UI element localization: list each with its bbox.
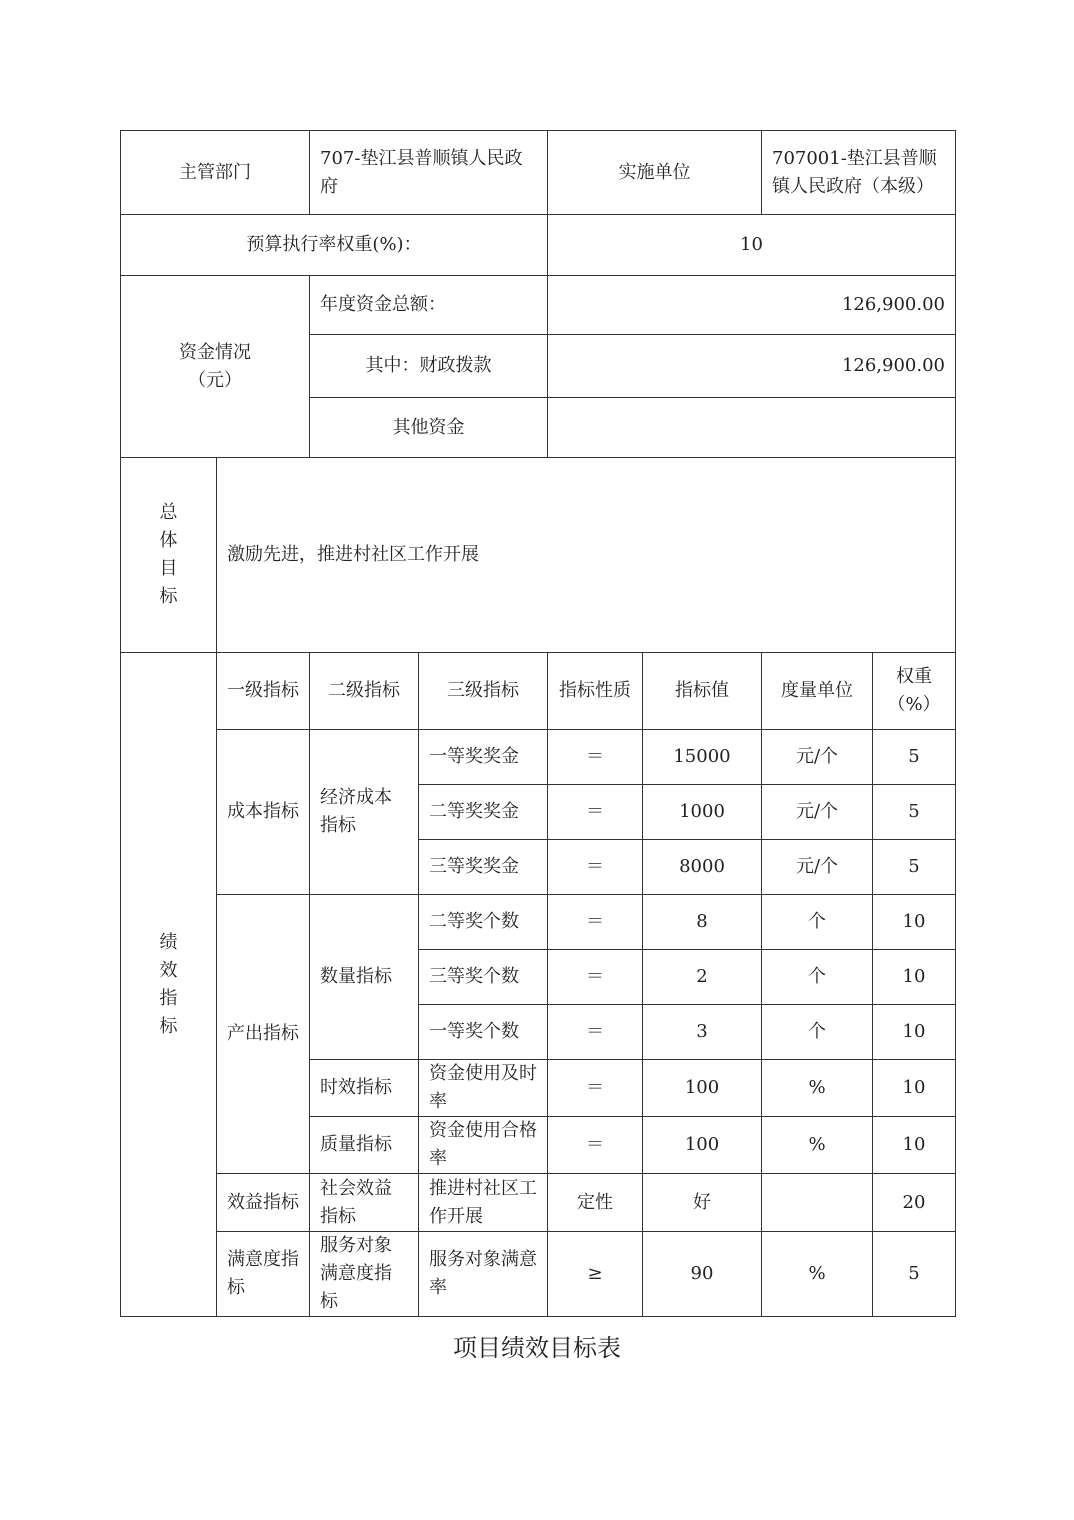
indicator-value: 8000 — [643, 840, 762, 895]
weight: 10 — [873, 1060, 956, 1117]
fiscal-funds-label: 其中：财政拨款 — [310, 335, 548, 398]
level3-name: 一等奖个数 — [419, 1005, 548, 1060]
table-row — [121, 730, 956, 785]
level3-name: 三等奖个数 — [419, 950, 548, 1005]
table-row — [121, 895, 956, 950]
nature: ＝ — [548, 1060, 643, 1117]
unit: 个 — [762, 950, 873, 1005]
unit: 元/个 — [762, 785, 873, 840]
total-funds-value: 126,900.00 — [548, 276, 956, 335]
indicator-value: 1000 — [643, 785, 762, 840]
unit: 个 — [762, 1005, 873, 1060]
overall-goal-text: 激励先进，推进村社区工作开展 — [217, 458, 956, 653]
funds-label — [121, 276, 310, 458]
col-header-level1: 一级指标 — [217, 653, 310, 730]
table-caption: 项目绩效目标表 — [453, 1334, 621, 1362]
indicator-char: 效 — [159, 959, 178, 981]
nature: ≥ — [548, 1232, 643, 1317]
indicator-char: 标 — [159, 1015, 178, 1037]
level3-name: 服务对象满意率 — [419, 1232, 548, 1317]
budget-rate-label: 预算执行率权重(%)： — [121, 215, 548, 276]
indicator-value: 15000 — [643, 730, 762, 785]
nature: ＝ — [548, 1117, 643, 1174]
col-header-level2: 二级指标 — [310, 653, 419, 730]
performance-indicator-label — [121, 653, 217, 1317]
level3-name: 二等奖个数 — [419, 895, 548, 950]
nature: ＝ — [548, 895, 643, 950]
level2-service-satisfaction: 服务对象满意度指标 — [310, 1232, 419, 1317]
unit: 个 — [762, 895, 873, 950]
goal-char: 目 — [159, 558, 178, 579]
funds-label-line1: 资金情况 — [179, 341, 251, 363]
unit: % — [762, 1232, 873, 1317]
indicator-value: 90 — [643, 1232, 762, 1317]
total-funds-label: 年度资金总额： — [310, 276, 548, 335]
col-header-level3: 三级指标 — [419, 653, 548, 730]
level2-timeliness: 时效指标 — [310, 1060, 419, 1117]
level2-quality: 质量指标 — [310, 1117, 419, 1174]
goal-char: 体 — [159, 530, 178, 551]
table-row — [121, 1174, 956, 1232]
level3-name: 推进村社区工作开展 — [419, 1174, 548, 1232]
nature: ＝ — [548, 1005, 643, 1060]
other-funds-value — [548, 398, 956, 458]
level3-name: 二等奖奖金 — [419, 785, 548, 840]
unit: % — [762, 1117, 873, 1174]
weight: 5 — [873, 730, 956, 785]
weight: 5 — [873, 785, 956, 840]
nature: ＝ — [548, 730, 643, 785]
unit: 元/个 — [762, 840, 873, 895]
indicator-value: 3 — [643, 1005, 762, 1060]
other-funds-label: 其他资金 — [310, 398, 548, 458]
dept-value: 707-垫江县普顺镇人民政府 — [310, 131, 548, 215]
level2-economic-cost: 经济成本指标 — [310, 730, 419, 895]
nature: 定性 — [548, 1174, 643, 1232]
budget-rate-value: 10 — [548, 215, 956, 276]
weight: 10 — [873, 1005, 956, 1060]
col-header-weight: 权重（%） — [873, 653, 956, 730]
goal-char: 标 — [159, 586, 178, 607]
col-header-value: 指标值 — [643, 653, 762, 730]
level3-name: 三等奖奖金 — [419, 840, 548, 895]
indicator-char: 绩 — [159, 931, 178, 953]
dept-label: 主管部门 — [121, 131, 310, 215]
unit — [762, 1174, 873, 1232]
unit: 元/个 — [762, 730, 873, 785]
nature: ＝ — [548, 785, 643, 840]
level1-satisfaction: 满意度指标 — [217, 1232, 310, 1317]
col-header-unit: 度量单位 — [762, 653, 873, 730]
indicator-char: 指 — [159, 987, 178, 1009]
table-row — [121, 1232, 956, 1317]
impl-value: 707001-垫江县普顺镇人民政府（本级） — [762, 131, 956, 215]
performance-goal-table — [120, 130, 956, 1317]
indicator-value: 8 — [643, 895, 762, 950]
weight: 20 — [873, 1174, 956, 1232]
weight: 5 — [873, 1232, 956, 1317]
level1-output: 产出指标 — [217, 895, 310, 1174]
weight: 10 — [873, 950, 956, 1005]
level1-cost: 成本指标 — [217, 730, 310, 895]
nature: ＝ — [548, 840, 643, 895]
unit: % — [762, 1060, 873, 1117]
indicator-value: 100 — [643, 1060, 762, 1117]
indicator-value: 100 — [643, 1117, 762, 1174]
weight: 10 — [873, 1117, 956, 1174]
col-header-nature: 指标性质 — [548, 653, 643, 730]
indicator-value: 2 — [643, 950, 762, 1005]
level2-social-benefit: 社会效益指标 — [310, 1174, 419, 1232]
goal-char: 总 — [159, 502, 178, 523]
funds-label-line2: （元） — [188, 369, 242, 391]
level2-quantity: 数量指标 — [310, 895, 419, 1060]
nature: ＝ — [548, 950, 643, 1005]
fiscal-funds-value: 126,900.00 — [548, 335, 956, 398]
level1-benefit: 效益指标 — [217, 1174, 310, 1232]
impl-label: 实施单位 — [548, 131, 762, 215]
weight: 10 — [873, 895, 956, 950]
overall-goal-label — [121, 458, 217, 653]
level3-name: 资金使用合格率 — [419, 1117, 548, 1174]
level3-name: 资金使用及时率 — [419, 1060, 548, 1117]
indicator-value: 好 — [643, 1174, 762, 1232]
level3-name: 一等奖奖金 — [419, 730, 548, 785]
weight: 5 — [873, 840, 956, 895]
